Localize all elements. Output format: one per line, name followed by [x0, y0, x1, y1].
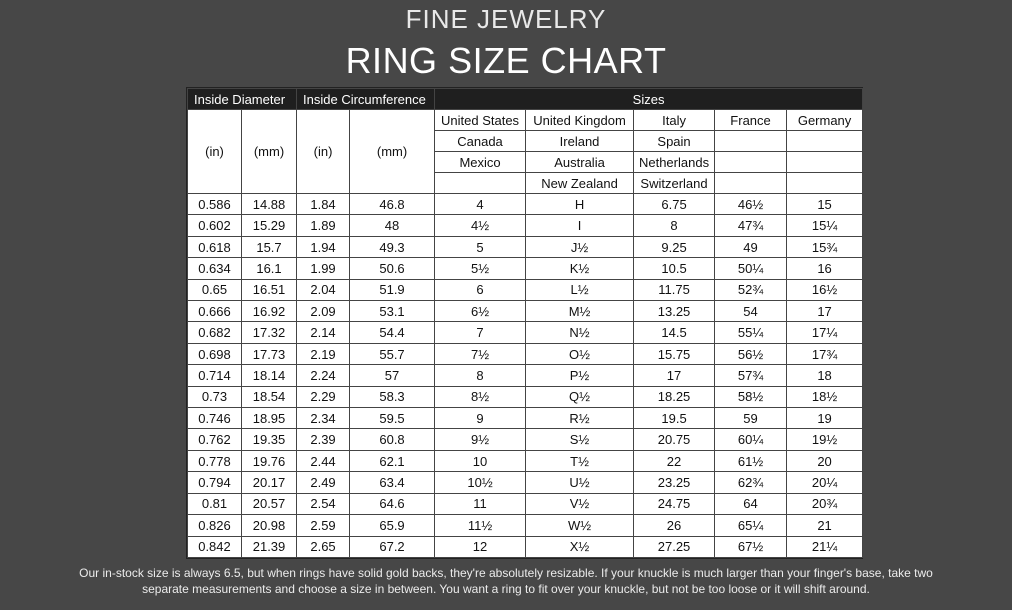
cell-france-size: 59 [715, 408, 787, 429]
cell-germany-size: 15¾ [787, 236, 863, 257]
cell-germany-size: 18 [787, 365, 863, 386]
cell-us-size: 7½ [435, 343, 526, 364]
cell-diameter-in: 0.618 [188, 236, 242, 257]
cell-diameter-mm: 15.29 [242, 215, 297, 236]
cell-diameter-in: 0.666 [188, 301, 242, 322]
cell-uk-size: M½ [526, 301, 634, 322]
cell-germany-size: 17 [787, 301, 863, 322]
cell-uk-size: I [526, 215, 634, 236]
cell-uk-size: U½ [526, 472, 634, 493]
cell-circumference-in: 2.39 [297, 429, 350, 450]
cell-italy-size: 11.75 [634, 279, 715, 300]
cell-circumference-in: 2.14 [297, 322, 350, 343]
table-row [188, 236, 863, 257]
cell-italy-size: 13.25 [634, 301, 715, 322]
cell-france-size: 64 [715, 493, 787, 514]
cell-circumference-in: 2.04 [297, 279, 350, 300]
cell-circumference-in: 2.29 [297, 386, 350, 407]
cell-france-size: 47¾ [715, 215, 787, 236]
cell-italy-size: 20.75 [634, 429, 715, 450]
region-header-new-zealand: New Zealand [526, 173, 634, 194]
cell-circumference-in: 1.94 [297, 236, 350, 257]
region-header-mexico: Mexico [435, 152, 526, 173]
cell-italy-size: 9.25 [634, 236, 715, 257]
cell-uk-size: O½ [526, 343, 634, 364]
cell-uk-size: P½ [526, 365, 634, 386]
cell-diameter-in: 0.714 [188, 365, 242, 386]
cell-germany-size: 20 [787, 450, 863, 471]
cell-us-size: 6 [435, 279, 526, 300]
table-row [188, 386, 863, 407]
cell-italy-size: 19.5 [634, 408, 715, 429]
cell-diameter-in: 0.634 [188, 258, 242, 279]
table-row [188, 450, 863, 471]
cell-france-size: 60¼ [715, 429, 787, 450]
cell-france-size: 67½ [715, 536, 787, 558]
cell-us-size: 10 [435, 450, 526, 471]
cell-diameter-mm: 16.92 [242, 301, 297, 322]
cell-us-size: 5½ [435, 258, 526, 279]
cell-diameter-mm: 16.51 [242, 279, 297, 300]
unit-header-circumference-in: (in) [297, 110, 350, 194]
cell-circumference-mm: 53.1 [350, 301, 435, 322]
cell-france-size: 65¼ [715, 515, 787, 536]
cell-uk-size: V½ [526, 493, 634, 514]
cell-us-size: 8 [435, 365, 526, 386]
region-header-germany: Germany [787, 110, 863, 131]
cell-uk-size: N½ [526, 322, 634, 343]
region-header-empty [787, 152, 863, 173]
cell-circumference-mm: 62.1 [350, 450, 435, 471]
cell-germany-size: 18½ [787, 386, 863, 407]
cell-france-size: 54 [715, 301, 787, 322]
region-header-empty [715, 131, 787, 152]
cell-diameter-mm: 17.73 [242, 343, 297, 364]
cell-diameter-mm: 19.35 [242, 429, 297, 450]
region-header-netherlands: Netherlands [634, 152, 715, 173]
cell-us-size: 4½ [435, 215, 526, 236]
table-row [188, 301, 863, 322]
cell-circumference-in: 2.34 [297, 408, 350, 429]
cell-circumference-mm: 59.5 [350, 408, 435, 429]
cell-circumference-in: 2.49 [297, 472, 350, 493]
cell-us-size: 5 [435, 236, 526, 257]
table-row [188, 343, 863, 364]
cell-us-size: 7 [435, 322, 526, 343]
cell-uk-size: J½ [526, 236, 634, 257]
table-row [188, 279, 863, 300]
region-header-empty [715, 152, 787, 173]
table-row [188, 472, 863, 493]
cell-circumference-mm: 46.8 [350, 194, 435, 215]
cell-france-size: 55¼ [715, 322, 787, 343]
cell-us-size: 11½ [435, 515, 526, 536]
cell-france-size: 52¾ [715, 279, 787, 300]
cell-circumference-in: 2.54 [297, 493, 350, 514]
cell-circumference-in: 1.89 [297, 215, 350, 236]
cell-circumference-mm: 65.9 [350, 515, 435, 536]
cell-circumference-mm: 57 [350, 365, 435, 386]
cell-uk-size: Q½ [526, 386, 634, 407]
cell-circumference-mm: 67.2 [350, 536, 435, 558]
unit-header-circumference-mm: (mm) [350, 110, 435, 194]
cell-diameter-in: 0.65 [188, 279, 242, 300]
cell-circumference-in: 2.65 [297, 536, 350, 558]
cell-france-size: 49 [715, 236, 787, 257]
cell-italy-size: 27.25 [634, 536, 715, 558]
cell-france-size: 62¾ [715, 472, 787, 493]
header-sizes: Sizes [435, 89, 863, 110]
region-header-switzerland: Switzerland [634, 173, 715, 194]
unit-header-diameter-in: (in) [188, 110, 242, 194]
cell-italy-size: 15.75 [634, 343, 715, 364]
cell-germany-size: 15 [787, 194, 863, 215]
cell-diameter-in: 0.698 [188, 343, 242, 364]
size-rows [188, 194, 863, 558]
region-header-canada: Canada [435, 131, 526, 152]
table-row [188, 215, 863, 236]
cell-diameter-mm: 20.98 [242, 515, 297, 536]
header-inside-diameter: Inside Diameter [188, 89, 297, 110]
cell-circumference-in: 2.09 [297, 301, 350, 322]
cell-germany-size: 17¾ [787, 343, 863, 364]
cell-germany-size: 19½ [787, 429, 863, 450]
cell-germany-size: 21 [787, 515, 863, 536]
cell-uk-size: L½ [526, 279, 634, 300]
region-header-australia: Australia [526, 152, 634, 173]
cell-circumference-in: 2.24 [297, 365, 350, 386]
cell-germany-size: 17¼ [787, 322, 863, 343]
cell-diameter-mm: 18.54 [242, 386, 297, 407]
region-header-italy: Italy [634, 110, 715, 131]
cell-us-size: 4 [435, 194, 526, 215]
footer-line-2: separate measurements and choose a size in between. You want a ring to fit over your knuckle, but not be too loose or it will shift around. [142, 582, 870, 596]
region-header-spain: Spain [634, 131, 715, 152]
cell-diameter-mm: 21.39 [242, 536, 297, 558]
cell-diameter-mm: 19.76 [242, 450, 297, 471]
cell-diameter-in: 0.602 [188, 215, 242, 236]
cell-diameter-in: 0.73 [188, 386, 242, 407]
cell-italy-size: 24.75 [634, 493, 715, 514]
cell-diameter-in: 0.746 [188, 408, 242, 429]
cell-circumference-mm: 63.4 [350, 472, 435, 493]
brand-name: FINE JEWELRY [405, 4, 607, 34]
region-header-empty [787, 173, 863, 194]
table-row [188, 408, 863, 429]
region-header-uk: United Kingdom [526, 110, 634, 131]
ring-size-chart [186, 87, 863, 559]
cell-circumference-mm: 55.7 [350, 343, 435, 364]
cell-us-size: 9 [435, 408, 526, 429]
cell-france-size: 46½ [715, 194, 787, 215]
cell-diameter-in: 0.682 [188, 322, 242, 343]
cell-circumference-in: 2.59 [297, 515, 350, 536]
cell-us-size: 11 [435, 493, 526, 514]
cell-uk-size: S½ [526, 429, 634, 450]
cell-uk-size: H [526, 194, 634, 215]
cell-italy-size: 18.25 [634, 386, 715, 407]
footer-line-1: Our in-stock size is always 6.5, but when rings have solid gold backs, they're absolutely resizable. If your knuckle is much larger than your finger's base, take two [79, 566, 933, 580]
cell-italy-size: 22 [634, 450, 715, 471]
cell-diameter-mm: 17.32 [242, 322, 297, 343]
cell-uk-size: K½ [526, 258, 634, 279]
cell-germany-size: 20¼ [787, 472, 863, 493]
cell-diameter-in: 0.842 [188, 536, 242, 558]
region-header-france: France [715, 110, 787, 131]
cell-italy-size: 26 [634, 515, 715, 536]
region-header-us: United States [435, 110, 526, 131]
cell-germany-size: 16½ [787, 279, 863, 300]
cell-france-size: 58½ [715, 386, 787, 407]
table-row [188, 515, 863, 536]
cell-diameter-in: 0.778 [188, 450, 242, 471]
table-row [188, 429, 863, 450]
cell-diameter-in: 0.586 [188, 194, 242, 215]
ring-size-table [187, 88, 863, 558]
cell-uk-size: R½ [526, 408, 634, 429]
cell-italy-size: 23.25 [634, 472, 715, 493]
region-header-ireland: Ireland [526, 131, 634, 152]
page-title: RING SIZE CHART [345, 40, 667, 81]
cell-diameter-mm: 20.57 [242, 493, 297, 514]
cell-france-size: 50¼ [715, 258, 787, 279]
cell-uk-size: T½ [526, 450, 634, 471]
cell-uk-size: X½ [526, 536, 634, 558]
cell-italy-size: 10.5 [634, 258, 715, 279]
cell-france-size: 61½ [715, 450, 787, 471]
cell-us-size: 6½ [435, 301, 526, 322]
cell-germany-size: 19 [787, 408, 863, 429]
table-row [188, 365, 863, 386]
cell-diameter-in: 0.762 [188, 429, 242, 450]
cell-circumference-in: 2.44 [297, 450, 350, 471]
unit-header-diameter-mm: (mm) [242, 110, 297, 194]
cell-us-size: 10½ [435, 472, 526, 493]
cell-circumference-mm: 48 [350, 215, 435, 236]
cell-diameter-in: 0.826 [188, 515, 242, 536]
cell-italy-size: 14.5 [634, 322, 715, 343]
cell-uk-size: W½ [526, 515, 634, 536]
header-inside-circumference: Inside Circumference [297, 89, 435, 110]
cell-circumference-in: 1.99 [297, 258, 350, 279]
cell-circumference-mm: 54.4 [350, 322, 435, 343]
table-row [188, 322, 863, 343]
cell-diameter-in: 0.81 [188, 493, 242, 514]
cell-circumference-mm: 49.3 [350, 236, 435, 257]
table-row [188, 493, 863, 514]
cell-circumference-mm: 64.6 [350, 493, 435, 514]
cell-diameter-mm: 14.88 [242, 194, 297, 215]
cell-us-size: 12 [435, 536, 526, 558]
cell-germany-size: 20¾ [787, 493, 863, 514]
table-row [188, 536, 863, 558]
cell-circumference-mm: 58.3 [350, 386, 435, 407]
cell-circumference-mm: 60.8 [350, 429, 435, 450]
cell-circumference-mm: 51.9 [350, 279, 435, 300]
cell-us-size: 9½ [435, 429, 526, 450]
cell-circumference-mm: 50.6 [350, 258, 435, 279]
cell-us-size: 8½ [435, 386, 526, 407]
cell-diameter-mm: 18.95 [242, 408, 297, 429]
cell-france-size: 57¾ [715, 365, 787, 386]
region-header-empty [787, 131, 863, 152]
cell-germany-size: 21¼ [787, 536, 863, 558]
cell-germany-size: 15¼ [787, 215, 863, 236]
table-row [188, 258, 863, 279]
cell-italy-size: 17 [634, 365, 715, 386]
cell-diameter-mm: 20.17 [242, 472, 297, 493]
cell-diameter-mm: 15.7 [242, 236, 297, 257]
cell-france-size: 56½ [715, 343, 787, 364]
cell-italy-size: 6.75 [634, 194, 715, 215]
cell-germany-size: 16 [787, 258, 863, 279]
cell-circumference-in: 2.19 [297, 343, 350, 364]
cell-diameter-in: 0.794 [188, 472, 242, 493]
region-header-empty [435, 173, 526, 194]
footer-note [0, 565, 1012, 597]
cell-italy-size: 8 [634, 215, 715, 236]
region-header-empty [715, 173, 787, 194]
cell-diameter-mm: 16.1 [242, 258, 297, 279]
cell-diameter-mm: 18.14 [242, 365, 297, 386]
table-row [188, 194, 863, 215]
cell-circumference-in: 1.84 [297, 194, 350, 215]
